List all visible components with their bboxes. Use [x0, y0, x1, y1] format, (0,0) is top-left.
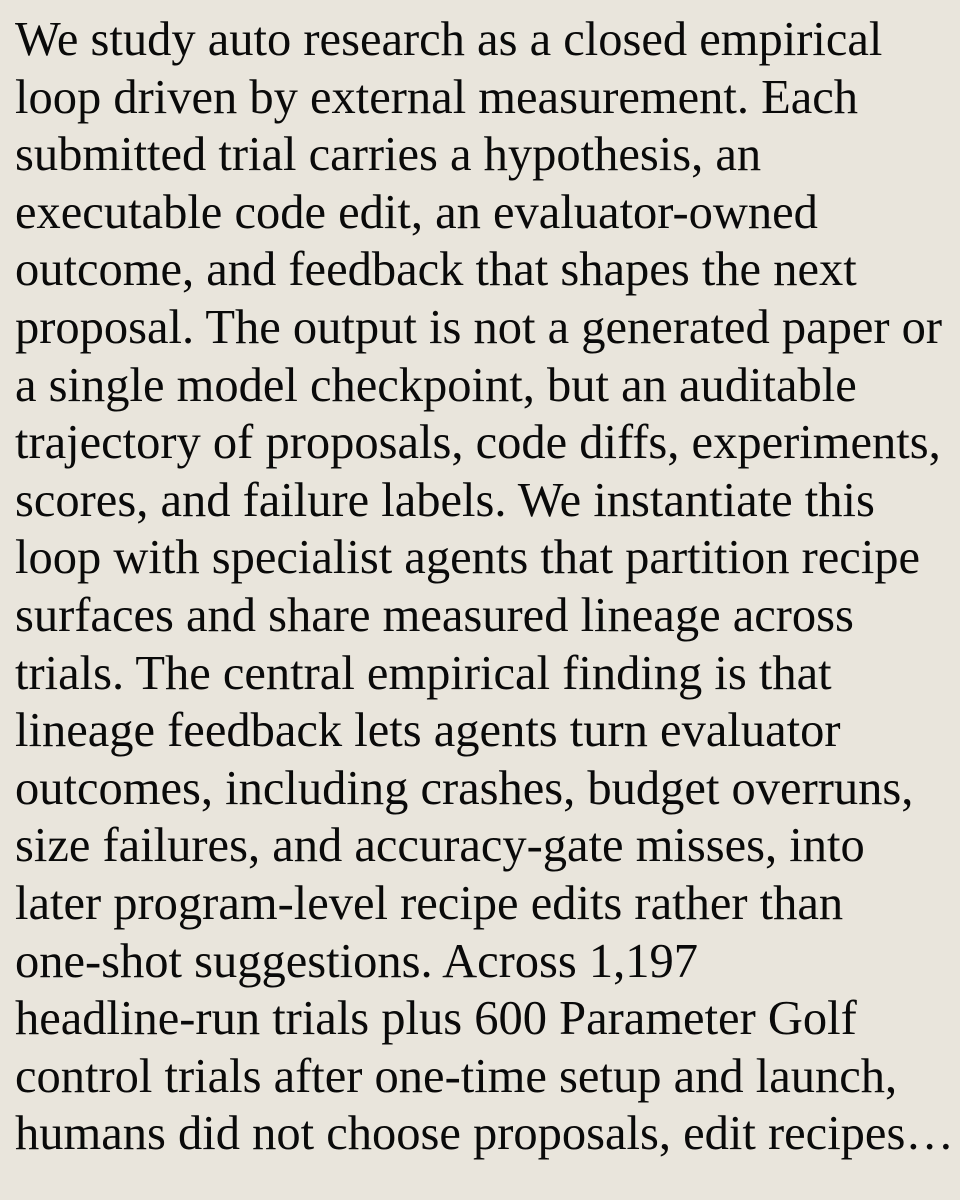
text-line: executable code edit, an evaluator-owned	[15, 185, 818, 239]
text-line: outcome, and feedback that shapes the next	[15, 243, 857, 297]
abstract-paragraph	[15, 11, 955, 1163]
text-line: loop with specialist agents that partition recipe	[15, 531, 921, 585]
text-line: a single model checkpoint, but an auditable	[15, 358, 857, 412]
text-line: outcomes, including crashes, budget overruns,	[15, 761, 914, 815]
text-line: loop driven by external measurement. Each	[15, 70, 859, 124]
text-line: trajectory of proposals, code diffs, experiments,	[15, 416, 941, 470]
text-line: size failures, and accuracy-gate misses, into	[15, 819, 865, 873]
text-line: We study auto research as a closed empirical	[15, 13, 883, 66]
text-line: lineage feedback lets agents turn evaluator	[15, 704, 841, 758]
text-line: later program-level recipe edits rather than	[15, 876, 844, 930]
text-line: proposal. The output is not a generated paper or	[15, 300, 943, 354]
text-line: headline-run trials plus 600 Parameter Golf	[15, 992, 857, 1046]
text-line: control trials after one-time setup and launch,	[15, 1049, 898, 1103]
text-line: one-shot suggestions. Across 1,197	[15, 934, 699, 988]
text-line: scores, and failure labels. We instantiate this	[15, 473, 875, 527]
text-line: trials. The central empirical finding is that	[15, 646, 832, 700]
text-line: humans did not choose proposals, edit recipes…	[15, 1107, 954, 1161]
text-line: submitted trial carries a hypothesis, an	[15, 128, 762, 182]
text-line: surfaces and share measured lineage across	[15, 588, 854, 642]
